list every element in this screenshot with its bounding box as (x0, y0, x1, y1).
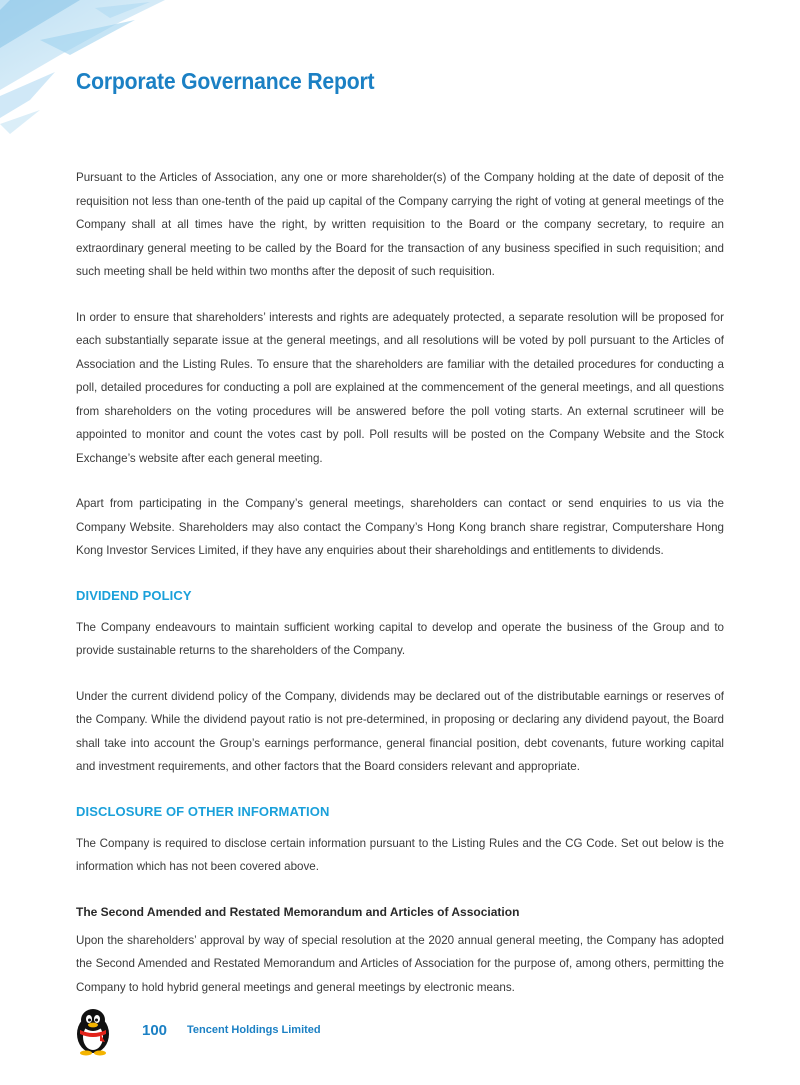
section-heading-dividend-policy: DIVIDEND POLICY (76, 587, 192, 603)
paragraph-dividend-payout: Under the current dividend policy of the Company, dividends may be declared out of the distributable earnings or reserves of the Company. While the dividend payout ratio is not pre-determined, in proposing or declaring any dividend payout, the Board shall take into account the Group’s earnings performance, general financial position, debt covenants, future working capital and investment requirements, and other factors that the Board considers relevant and appropriate. (76, 689, 724, 773)
paragraph-disclosure-intro: The Company is required to disclose certain information pursuant to the Listing Rules and the CG Code. Set out below is the information which has not been covered above. (76, 836, 724, 873)
paragraph-eg-meeting-requisition: Pursuant to the Articles of Association, any one or more shareholder(s) of the Company holding at the date of deposit of the requisition not less than one-tenth of the paid up capital of the Company carrying the right of voting at general meetings of the Company shall at all times have the right, by written requisition to the Board or the company secretary, to require an extraordinary general meeting to be called by the Board for the transaction of any business specified in such requisition; and such meeting shall be held within two months after the deposit of such requisition. (76, 171, 724, 278)
page-title: Corporate Governance Report (76, 68, 375, 94)
subheading-memorandum: The Second Amended and Restated Memorandum and Articles of Association (76, 904, 520, 919)
paragraph-poll-voting: In order to ensure that shareholders’ interests and rights are adequately protected, a separate resolution will be proposed for each substantially separate issue at the general meetings, and all resolutions will be voted by poll pursuant to the Articles of Association and the Listing Rules. To ensure that the shareholders are familiar with the detailed procedures for conducting a poll, detailed procedures for conducting a poll are explained at the commencement of the general meetings, and all questions from shareholders on the voting procedures will be answered before the poll voting starts. An external scrutineer will be appointed to monitor and count the votes cast by poll. Poll results will be posted on the Company Website and the Stock Exchange’s website after each general meeting. (76, 310, 724, 465)
paragraph-dividend-capital: The Company endeavours to maintain sufficient working capital to develop and operate the business of the Group and to provide sustainable returns to the shareholders of the Company. (76, 620, 724, 657)
paragraph-memorandum: Upon the shareholders’ approval by way of special resolution at the 2020 annual general meeting, the Company has adopted the Second Amended and Restated Memorandum and Articles of Association for the purpose of, among others, permitting the Company to hold hybrid general meetings and general meetings by electronic means. (76, 933, 724, 994)
penguin-mascot-icon (72, 1006, 114, 1056)
company-name: Tencent Holdings Limited (187, 1024, 321, 1036)
paragraph-shareholder-enquiries: Apart from participating in the Company’s general meetings, shareholders can contact or send enquiries to us via the Company Website. Shareholders may also contact the Company’s Hong Kong branch share registrar, Computershare Hong Kong Investor Services Limited, if they have any enquiries about their shareholdings and entitlements to dividends. (76, 497, 724, 557)
page-number: 100 (142, 1022, 168, 1039)
page-footer (72, 1002, 372, 1058)
report-body (76, 166, 724, 1021)
section-heading-disclosure: DISCLOSURE OF OTHER INFORMATION (76, 803, 330, 819)
